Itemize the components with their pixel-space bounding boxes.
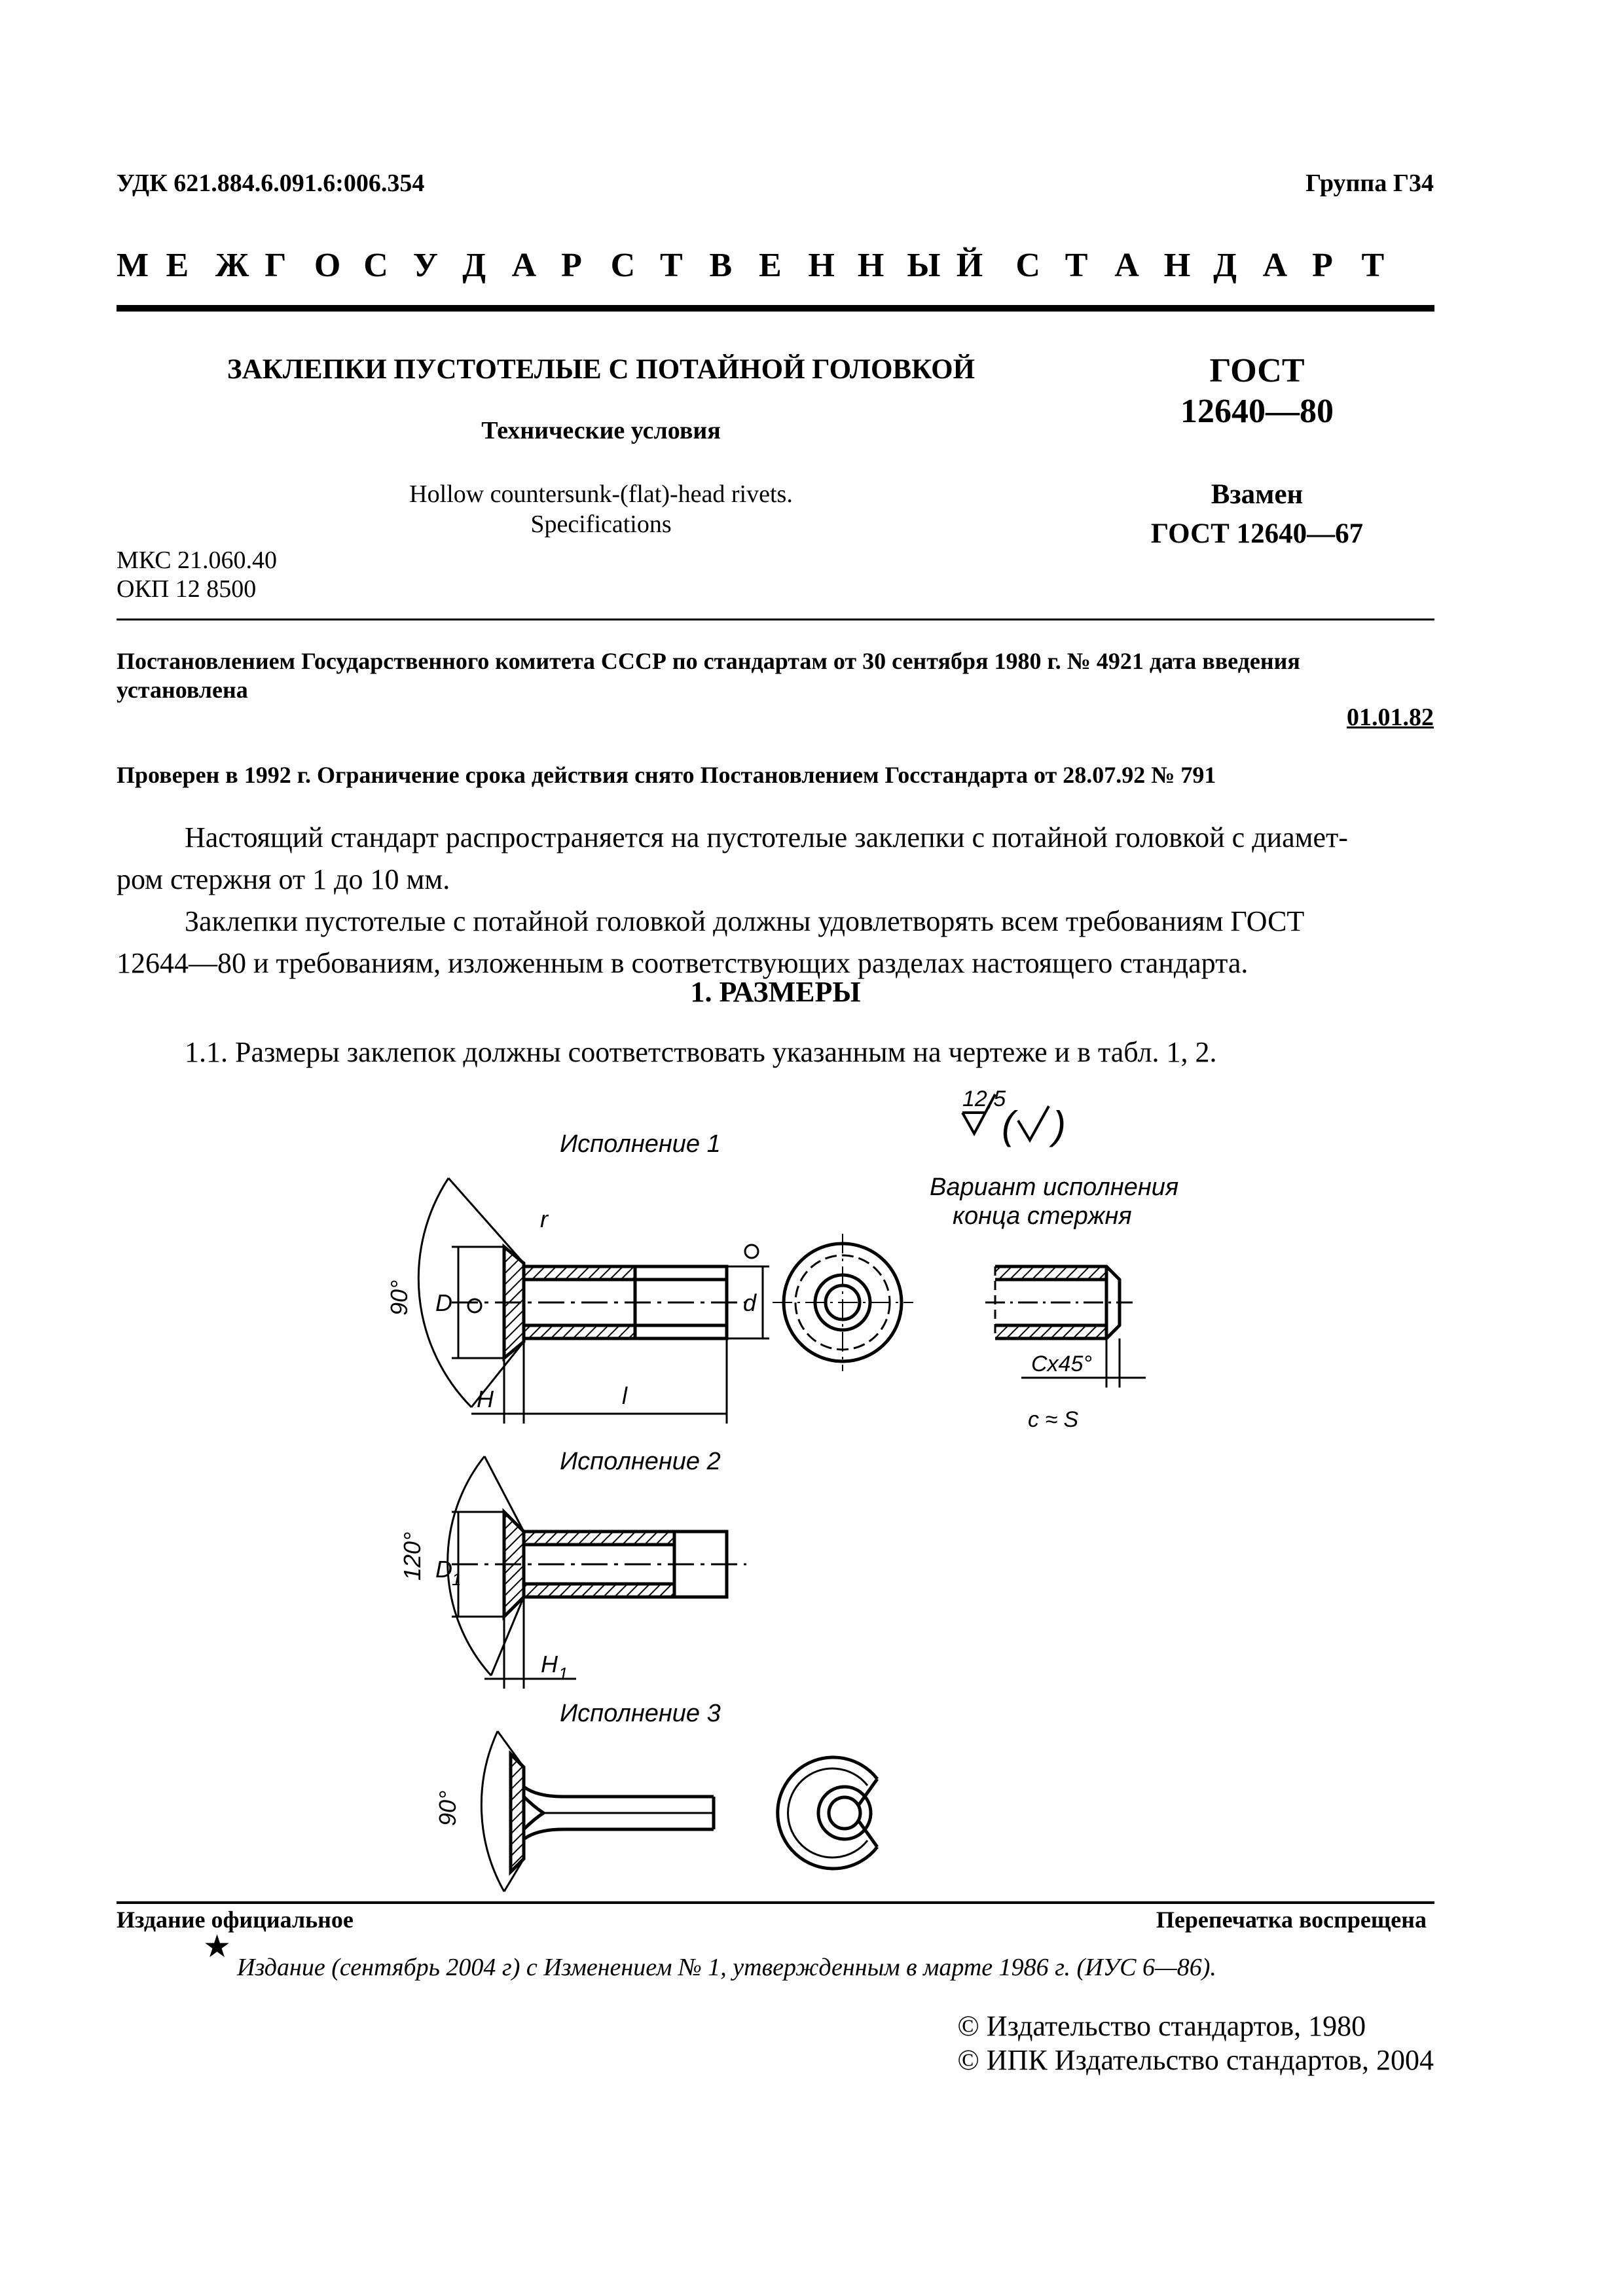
footer-rule [117, 1901, 1434, 1904]
title-block-rule [117, 619, 1434, 620]
variant-1-side-view [418, 1178, 769, 1424]
reprint-prohibited: Перепечатка воспрещена [1156, 1907, 1427, 1933]
clause-1-1: 1.1. Размеры заклепок должны соответствовать указанным на чертеже и в табл. 1, 2. [185, 1036, 1217, 1068]
standard-type-letter: А [1262, 247, 1288, 284]
intro-paragraph-1 [117, 817, 1434, 901]
intro-p1-line-2: ром стержня от 1 до 10 мм. [117, 863, 450, 895]
standard-type-letter: Т [1065, 247, 1088, 284]
header-rule [117, 305, 1434, 312]
standard-type-letter: Т [1361, 247, 1385, 284]
gost-number: 12640—80 [1180, 393, 1334, 430]
english-title-line-1: Hollow countersunk-(flat)-head rivets. [409, 480, 793, 508]
end-variant-label-2: конца стержня [953, 1202, 1132, 1230]
standard-type-letter: Е [166, 247, 189, 284]
standard-type-letter: Р [1312, 247, 1333, 284]
section-1-heading: 1. РАЗМЕРЫ [690, 976, 861, 1008]
gost-label: ГОСТ [1209, 352, 1305, 389]
variant-1-end-view [773, 1234, 913, 1371]
standard-type-letter: С [610, 247, 636, 284]
variant-3-label: Исполнение 3 [560, 1700, 721, 1727]
dimension-d-label: d [743, 1289, 757, 1316]
classification-codes [117, 546, 277, 603]
checked-note: Проверен в 1992 г. Ограничение срока действия снято Постановлением Госстандарта от 28.07.92 № 791 [117, 762, 1216, 788]
english-title-line-2: Specifications [530, 511, 672, 538]
replaces-label: Взамен [1211, 479, 1304, 510]
radius-r-label: r [540, 1206, 548, 1232]
decree-text [117, 647, 1434, 704]
english-title [208, 479, 994, 539]
standard-type-letter: А [511, 247, 537, 284]
copyright-line-1: © Издательство стандартов, 1980 [957, 2010, 1366, 2042]
variant-2-label: Исполнение 2 [560, 1448, 721, 1475]
okp-code: ОКП 12 8500 [117, 575, 257, 603]
gost-designation [1113, 351, 1401, 432]
document-subtitle: Технические условия [481, 417, 721, 444]
dimension-H1-label: H [541, 1651, 558, 1677]
variant-3-end-view [778, 1757, 877, 1869]
angle-90-label-v3: 90° [434, 1790, 461, 1826]
replaces-number: ГОСТ 12640—67 [1150, 518, 1364, 549]
document-title: ЗАКЛЕПКИ ПУСТОТЕЛЫЕ С ПОТАЙНОЙ ГОЛОВКОЙ [227, 354, 976, 385]
standard-type-letter: Г [264, 247, 287, 284]
standard-type-letter: Д [462, 247, 486, 284]
standard-type-letter: Р [561, 247, 582, 284]
angle-120-label: 120° [399, 1532, 426, 1581]
standard-type-letter: М [117, 247, 149, 284]
effective-date: 01.01.82 [1347, 704, 1434, 731]
standard-type-letter: У [412, 247, 438, 284]
intro-paragraph-2 [117, 901, 1434, 984]
standard-type-heading [117, 246, 1434, 287]
chamfer-label: Cx45° [1031, 1352, 1092, 1376]
replaces-block [1113, 475, 1401, 554]
copyright-block [957, 2009, 1434, 2077]
roughness-value: 12,5 [962, 1086, 1006, 1111]
variant-3-side-view [481, 1731, 714, 1892]
official-edition: Издание официальное [117, 1907, 354, 1933]
standard-type-letter: А [1114, 247, 1139, 284]
dimension-D-label: D [435, 1289, 452, 1316]
roughness-symbol [962, 1086, 1066, 1147]
star-mark: ★ [203, 1929, 232, 1964]
decree-line-1: Постановлением Государственного комитета СССР по стандартам от 30 сентября 1980 г. № 4921 дата введения [117, 648, 1300, 674]
standard-type-letter: Н [1163, 247, 1191, 284]
rivet-drawing [0, 1073, 1623, 1905]
roughness-bracket-close: ) [1053, 1103, 1066, 1147]
standard-type-letter: Е [758, 247, 782, 284]
copyright-line-2: © ИПК Издательство стандартов, 2004 [957, 2044, 1434, 2076]
variant-2-side-view [448, 1456, 746, 1689]
standard-type-letter: Д [1213, 247, 1237, 284]
variant-1-label: Исполнение 1 [560, 1130, 721, 1158]
intro-p2-line-1: Заклепки пустотелые с потайной головкой должны удовлетворять всем требованиям ГОСТ [185, 905, 1305, 937]
udk-code: УДК 621.884.6.091.6:006.354 [117, 170, 425, 197]
angle-90-label: 90° [386, 1280, 412, 1316]
standard-type-letter: Ы [907, 247, 941, 284]
mks-code: МКС 21.060.40 [117, 547, 278, 574]
dimension-H1-subscript: 1 [558, 1664, 568, 1683]
standard-type-letter: Й [956, 247, 983, 284]
dimension-D1-label: D [435, 1556, 452, 1583]
dimension-l-label: l [622, 1382, 627, 1409]
standard-type-letter: Н [808, 247, 835, 284]
standard-type-letter: Ж [215, 247, 249, 284]
edition-note: Издание (сентябрь 2004 г) с Изменением № 1, утвержденным в марте 1986 г. (ИУС 6—86). [237, 1954, 1216, 1981]
standard-type-letter: С [363, 247, 388, 284]
end-variant-label-1: Вариант исполнения [930, 1174, 1179, 1201]
decree-line-2: установлена [117, 677, 248, 703]
standard-type-letter: С [1015, 247, 1040, 284]
dimension-H-label: H [477, 1386, 494, 1412]
standard-type-letter: Н [857, 247, 884, 284]
standard-type-letter: В [709, 247, 733, 284]
intro-p1-line-1: Настоящий стандарт распространяется на пустотелые заклепки с потайной головкой с диамет- [185, 821, 1348, 853]
roughness-bracket-open: ( [1002, 1103, 1015, 1147]
chamfer-note: c ≈ S [1028, 1407, 1079, 1432]
standard-type-letter: Т [660, 247, 683, 284]
standard-type-letter: О [314, 247, 341, 284]
group-code: Группа Г34 [1305, 170, 1434, 197]
dimension-D1-subscript: 1 [452, 1570, 462, 1589]
intro-p2-line-2: 12644—80 и требованиям, изложенным в соответствующих разделах настоящего стандарта. [117, 947, 1249, 979]
